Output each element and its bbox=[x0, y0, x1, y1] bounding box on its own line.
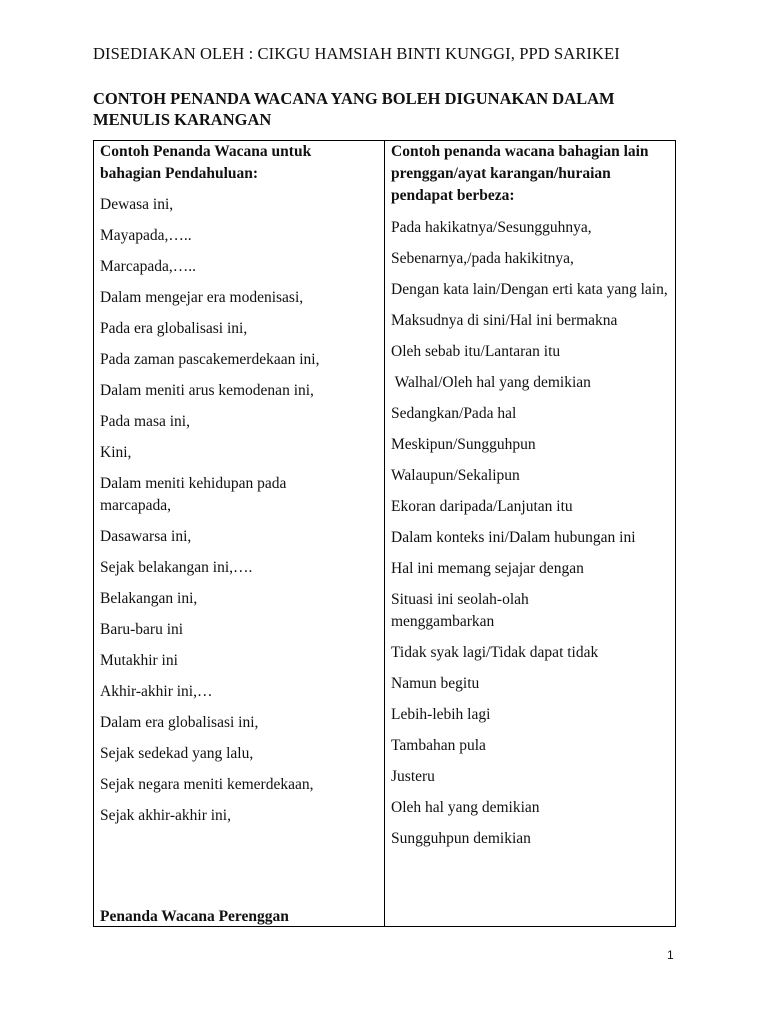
list-item: Pada masa ini, bbox=[100, 413, 190, 430]
list-item: Dalam meniti arus kemodenan ini, bbox=[100, 382, 314, 399]
list-item: Namun begitu bbox=[391, 675, 480, 692]
right-column bbox=[391, 141, 669, 850]
list-item: Maksudnya di sini/Hal ini bermakna bbox=[391, 312, 618, 329]
right-column-heading: Contoh penanda wacana bahagian lain prenggan/ayat karangan/huraian pendapat berbeza: bbox=[391, 143, 649, 204]
left-column-footer-heading: Penanda Wacana Perenggan bbox=[100, 908, 289, 925]
list-item: Hal ini memang sejajar dengan bbox=[391, 560, 584, 577]
list-item: Kini, bbox=[100, 444, 132, 461]
list-item: Oleh hal yang demikian bbox=[391, 799, 540, 816]
prepared-by-header: DISEDIAKAN OLEH : CIKGU HAMSIAH BINTI KUNGGI, PPD SARIKEI bbox=[93, 44, 620, 63]
list-item: Akhir-akhir ini,… bbox=[100, 683, 213, 700]
list-item: Meskipun/Sungguhpun bbox=[391, 436, 536, 453]
list-item: Dewasa ini, bbox=[100, 196, 174, 213]
document-title: CONTOH PENANDA WACANA YANG BOLEH DIGUNAKAN DALAM MENULIS KARANGAN bbox=[93, 89, 615, 129]
left-item-list bbox=[100, 194, 380, 827]
list-item: Pada era globalisasi ini, bbox=[100, 320, 248, 337]
list-item: Sejak akhir-akhir ini, bbox=[100, 807, 231, 824]
discourse-marker-table bbox=[93, 140, 676, 927]
right-item-list bbox=[391, 217, 669, 850]
page-number: 1 bbox=[667, 948, 674, 962]
list-item: Dalam mengejar era modenisasi, bbox=[100, 289, 304, 306]
list-item: Sejak negara meniti kemerdekaan, bbox=[100, 776, 314, 793]
list-item: Walaupun/Sekalipun bbox=[391, 467, 520, 484]
left-column-heading: Contoh Penanda Wacana untuk bahagian Pendahuluan: bbox=[100, 143, 312, 182]
column-divider bbox=[384, 141, 385, 926]
left-column bbox=[100, 141, 380, 827]
list-item: Tambahan pula bbox=[391, 737, 486, 754]
list-item: Dalam konteks ini/Dalam hubungan ini bbox=[391, 529, 636, 546]
list-item: Situasi ini seolah-olah menggambarkan bbox=[391, 591, 529, 630]
list-item: Tidak syak lagi/Tidak dapat tidak bbox=[391, 644, 599, 661]
list-item: Mutakhir ini bbox=[100, 652, 178, 669]
list-item: Lebih-lebih lagi bbox=[391, 706, 491, 723]
list-item: Dalam era globalisasi ini, bbox=[100, 714, 259, 731]
list-item: Sungguhpun demikian bbox=[391, 830, 531, 847]
list-item: Belakangan ini, bbox=[100, 590, 198, 607]
list-item: Sebenarnya,/pada hakikitnya, bbox=[391, 250, 574, 267]
list-item: Ekoran daripada/Lanjutan itu bbox=[391, 498, 573, 515]
list-item: Dalam meniti kehidupan pada marcapada, bbox=[100, 475, 287, 514]
list-item: Pada hakikatnya/Sesungguhnya, bbox=[391, 219, 592, 236]
list-item: Walhal/Oleh hal yang demikian bbox=[391, 374, 591, 391]
list-item: Sejak belakangan ini,…. bbox=[100, 559, 253, 576]
list-item: Sejak sedekad yang lalu, bbox=[100, 745, 254, 762]
list-item: Marcapada,….. bbox=[100, 258, 196, 275]
list-item: Sedangkan/Pada hal bbox=[391, 405, 517, 422]
list-item: Pada zaman pascakemerdekaan ini, bbox=[100, 351, 320, 368]
list-item: Justeru bbox=[391, 768, 435, 785]
list-item: Dasawarsa ini, bbox=[100, 528, 192, 545]
list-item: Oleh sebab itu/Lantaran itu bbox=[391, 343, 561, 360]
list-item: Mayapada,….. bbox=[100, 227, 192, 244]
list-item: Dengan kata lain/Dengan erti kata yang lain, bbox=[391, 281, 668, 298]
list-item: Baru-baru ini bbox=[100, 621, 184, 638]
